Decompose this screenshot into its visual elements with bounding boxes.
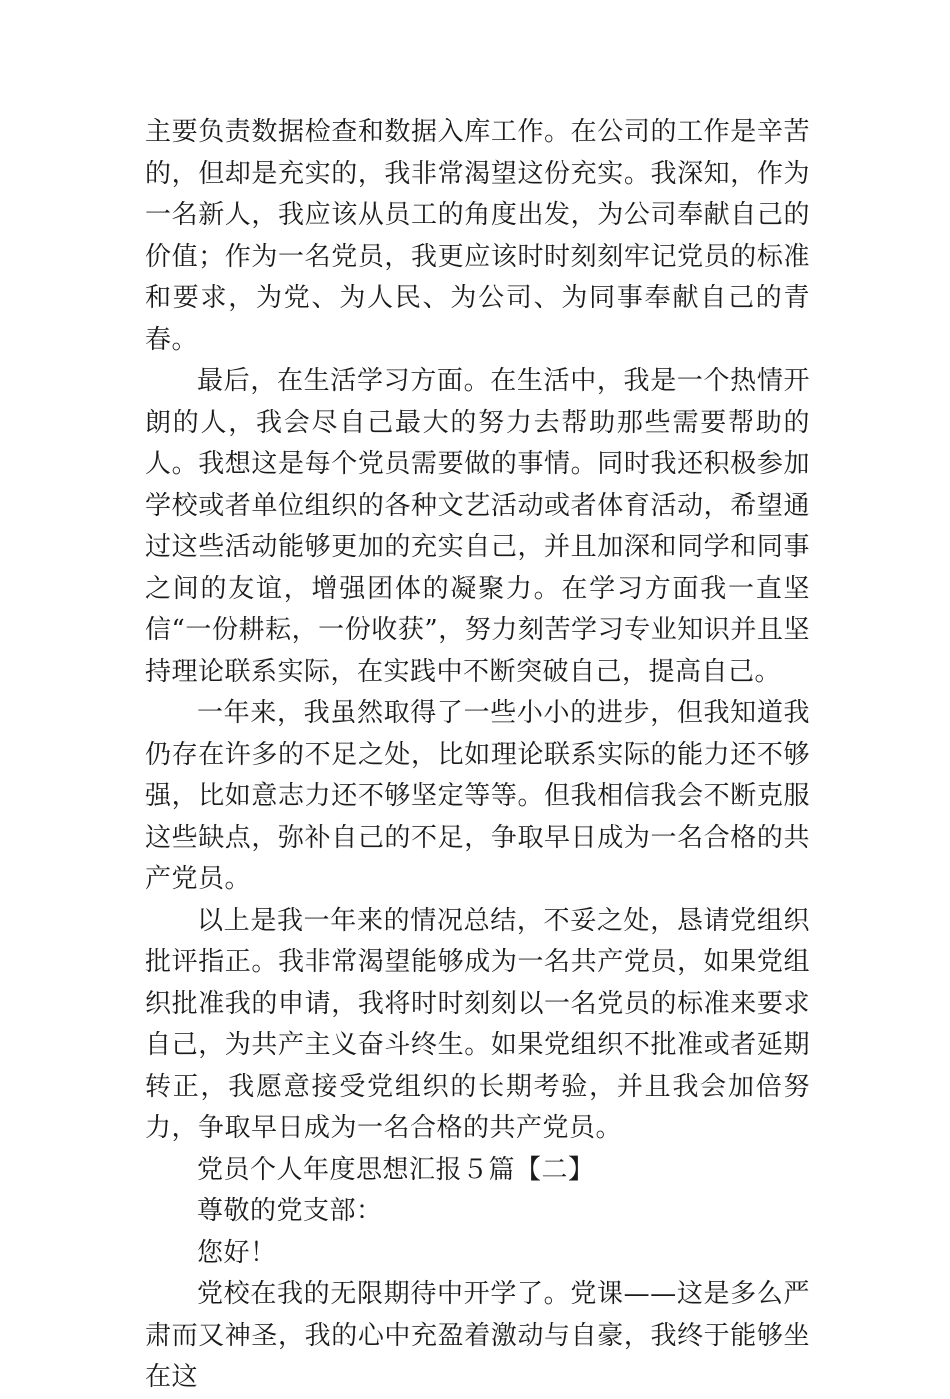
paragraph-shortcomings: 一年来，我虽然取得了一些小小的进步，但我知道我仍存在许多的不足之处，比如理论联系实际的能力还不够强，比如意志力还不够坚定等等。但我相信我会不断克服这些缺点，弥补自己的不足，争取早日成为一名合格的共产党员。 [145,698,810,894]
paragraph-work-duties: 主要负责数据检查和数据入库工作。在公司的工作是辛苦的，但却是充实的，我非常渴望这份充实。我深知，作为一名新人，我应该从员工的角度出发，为公司奉献自己的价值；作为一名党员，我更应该时时刻刻牢记党员的标准和要求，为党、为人民、为公司、为同事奉献自己的青春。 [145,117,810,355]
document-body [145,112,810,1399]
paragraph-summary: 以上是我一年来的情况总结，不妥之处，恳请党组织批评指正。我非常渴望能够成为一名共产党员，如果党组织批准我的申请，我将时时刻刻以一名党员的标准来要求自己，为共产主义奋斗终生。如果党组织不批准或者延期转正，我愿意接受党组织的长期考验，并且我会加倍努力，争取早日成为一名合格的共产党员。 [145,905,810,1143]
paragraph-life-study: 最后，在生活学习方面。在生活中，我是一个热情开朗的人，我会尽自己最大的努力去帮助那些需要帮助的人。我想这是每个党员需要做的事情。同时我还积极参加学校或者单位组织的各种文艺活动或者体育活动，希望通过这些活动能够更加的充实自己，并且加深和同学和同事之间的友谊，增强团体的凝聚力。在学习方面我一直坚信“一份耕耘，一份收获”，努力刻苦学习专业知识并且坚持理论联系实际，在实践中不断突破自己，提高自己。 [145,366,810,687]
greeting: 您好！ [197,1237,277,1268]
salutation: 尊敬的党支部： [197,1196,383,1226]
paragraph-party-school: 党校在我的无限期待中开学了。党课——这是多么严肃而又神圣，我的心中充盈着激动与自豪，我终于能够坐在这 [145,1279,810,1392]
section-title: 党员个人年度思想汇报５篇【二】 [197,1154,595,1185]
